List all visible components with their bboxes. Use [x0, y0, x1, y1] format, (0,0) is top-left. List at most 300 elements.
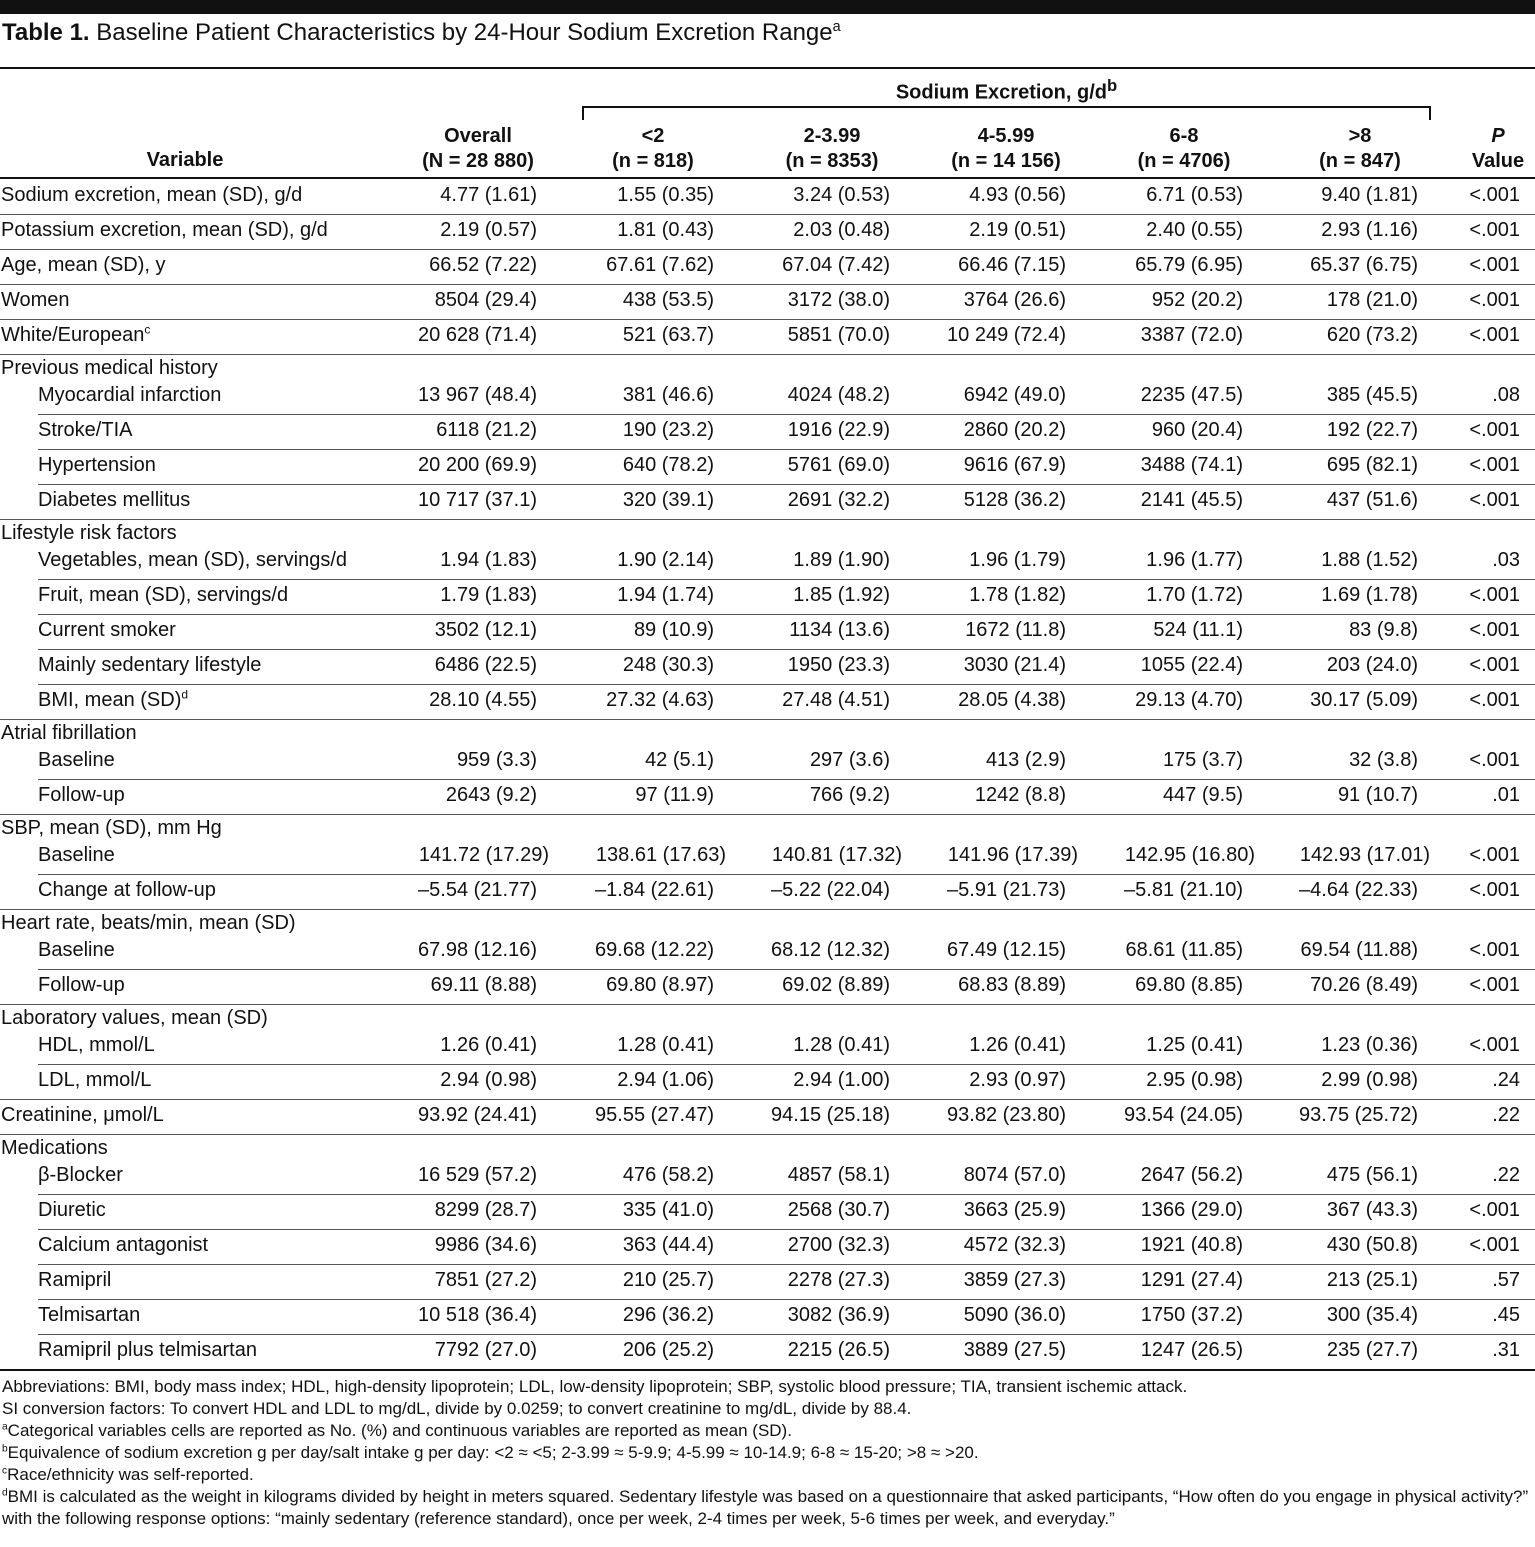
footnotes	[2, 1376, 1533, 1530]
value-cell: 1.28 (0.41)	[793, 1034, 890, 1056]
table-row	[0, 970, 1535, 1005]
value-cell: 4024 (48.2)	[787, 384, 890, 406]
row-label-text: Current smoker	[38, 619, 176, 641]
table-row	[0, 485, 1535, 520]
row-label	[38, 939, 115, 962]
column-header-6-8	[1104, 124, 1264, 174]
row-label-text: LDL, mmol/L	[38, 1069, 152, 1091]
value-cell: 2860 (20.2)	[963, 419, 1066, 441]
value-cell: 3.24 (0.53)	[793, 184, 890, 206]
value-cell: 3502 (12.1)	[434, 619, 537, 641]
row-label	[38, 784, 125, 807]
value-cell: 1.25 (0.41)	[1146, 1034, 1243, 1056]
value-cell: 6118 (21.2)	[436, 419, 537, 441]
row-label-text: Baseline	[38, 749, 115, 771]
p-value-cell: <.001	[1469, 654, 1520, 676]
row-label-text: Follow-up	[38, 974, 125, 996]
column-header-line1: <2	[641, 125, 665, 147]
value-cell: 5090 (36.0)	[963, 1304, 1066, 1326]
value-cell: 413 (2.9)	[985, 749, 1066, 771]
table-row	[0, 1265, 1535, 1300]
value-cell: 10 249 (72.4)	[947, 324, 1066, 346]
value-cell: 27.48 (4.51)	[782, 689, 890, 711]
value-cell: 6486 (22.5)	[434, 654, 537, 676]
value-cell: 69.02 (8.89)	[782, 974, 890, 996]
value-cell: 83 (9.8)	[1349, 619, 1418, 641]
value-cell: 1291 (27.4)	[1140, 1269, 1243, 1291]
value-cell: 1.78 (1.82)	[969, 584, 1066, 606]
footnote-mark: a	[2, 1421, 8, 1433]
row-label	[1, 184, 302, 207]
title-footnote-mark: a	[832, 19, 841, 35]
value-cell: 69.80 (8.97)	[606, 974, 714, 996]
value-cell: 2.19 (0.57)	[440, 219, 537, 241]
value-cell: 437 (51.6)	[1326, 489, 1418, 511]
value-cell: 69.80 (8.85)	[1135, 974, 1243, 996]
value-cell: 952 (20.2)	[1151, 289, 1243, 311]
value-cell: 1.26 (0.41)	[969, 1034, 1066, 1056]
p-value-cell: <.001	[1469, 619, 1520, 641]
value-cell: 1.28 (0.41)	[617, 1034, 714, 1056]
table-row	[0, 650, 1535, 685]
value-cell: 2568 (30.7)	[787, 1199, 890, 1221]
value-cell: 69.68 (12.22)	[595, 939, 714, 961]
value-cell: 206 (25.2)	[622, 1339, 714, 1361]
footnote-mark: b	[2, 1443, 8, 1455]
column-header-line1: P	[1491, 125, 1505, 147]
row-label	[38, 419, 132, 442]
p-value-cell: <.001	[1469, 1034, 1520, 1056]
value-cell: 1916 (22.9)	[787, 419, 890, 441]
value-cell: 8074 (57.0)	[963, 1164, 1066, 1186]
value-cell: 2700 (32.3)	[787, 1234, 890, 1256]
row-label-text: Age, mean (SD), y	[1, 254, 166, 276]
value-cell: 959 (3.3)	[456, 749, 537, 771]
value-cell: 9.40 (1.81)	[1321, 184, 1418, 206]
value-cell: 248 (30.3)	[622, 654, 714, 676]
value-cell: 2215 (26.5)	[787, 1339, 890, 1361]
column-header-4-5.99	[926, 124, 1086, 174]
value-cell: 178 (21.0)	[1326, 289, 1418, 311]
value-cell: 140.81 (17.32)	[771, 844, 902, 866]
footnote-mark: d	[2, 1487, 8, 1499]
table-top-rule	[0, 67, 1535, 69]
row-label	[38, 584, 288, 607]
value-cell: 3030 (21.4)	[963, 654, 1066, 676]
footnote-text: BMI is calculated as the weight in kilograms divided by height in meters squared. Sedentary lifestyle was based on a questionnaire that asked participants, “How often do you engage in physical activity?” with the following response options: “mainly sedentary (reference standard), once per week, 2-4 times per week, 5-6 times per week, and everyday.”	[2, 1487, 1529, 1528]
p-value-cell: <.001	[1469, 219, 1520, 241]
value-cell: 94.15 (25.18)	[771, 1104, 890, 1126]
table-row	[0, 180, 1535, 215]
value-cell: 235 (27.7)	[1326, 1339, 1418, 1361]
p-value-cell: <.001	[1469, 1199, 1520, 1221]
table-row	[0, 1300, 1535, 1335]
group-row	[0, 355, 1535, 380]
value-cell: 363 (44.4)	[622, 1234, 714, 1256]
row-label	[38, 384, 221, 407]
value-cell: 385 (45.5)	[1326, 384, 1418, 406]
value-cell: 4.93 (0.56)	[969, 184, 1066, 206]
value-cell: 1950 (23.3)	[787, 654, 890, 676]
group-row	[0, 815, 1535, 840]
column-header-p-value	[1458, 124, 1535, 174]
column-header-variable: Variable	[146, 149, 224, 171]
p-value-cell: <.001	[1469, 184, 1520, 206]
table-row	[0, 685, 1535, 720]
footnote-d	[2, 1486, 1533, 1530]
p-value-cell: .03	[1492, 549, 1520, 571]
column-header-line2: (N = 28 880)	[422, 150, 534, 172]
group-row	[0, 910, 1535, 935]
value-cell: 447 (9.5)	[1162, 784, 1243, 806]
column-header-lt2	[578, 124, 728, 174]
table-row	[0, 1030, 1535, 1065]
value-cell: 16 529 (57.2)	[418, 1164, 537, 1186]
group-header-footnote-mark: b	[1106, 76, 1118, 95]
value-cell: 67.61 (7.62)	[606, 254, 714, 276]
table-row	[0, 780, 1535, 815]
value-cell: 2.03 (0.48)	[793, 219, 890, 241]
value-cell: 1.94 (1.83)	[440, 549, 537, 571]
table-row	[0, 1100, 1535, 1135]
p-value-cell: <.001	[1469, 974, 1520, 996]
value-cell: 475 (56.1)	[1326, 1164, 1418, 1186]
group-row	[0, 1005, 1535, 1030]
row-label	[38, 1199, 106, 1222]
value-cell: 141.72 (17.29)	[418, 844, 549, 866]
value-cell: 2.94 (0.98)	[440, 1069, 537, 1091]
value-cell: 1.89 (1.90)	[793, 549, 890, 571]
value-cell: 6.71 (0.53)	[1146, 184, 1243, 206]
p-value-cell: <.001	[1469, 939, 1520, 961]
row-label-text: Sodium excretion, mean (SD), g/d	[1, 184, 303, 206]
row-label-text: White/European	[1, 324, 145, 346]
value-cell: 93.92 (24.41)	[418, 1104, 537, 1126]
value-cell: 30.17 (5.09)	[1310, 689, 1418, 711]
row-label-text: Diabetes mellitus	[38, 489, 191, 511]
value-cell: 367 (43.3)	[1326, 1199, 1418, 1221]
row-label	[38, 454, 156, 477]
value-cell: –4.64 (22.33)	[1299, 879, 1418, 901]
value-cell: 3488 (74.1)	[1140, 454, 1243, 476]
column-header-line2: (n = 818)	[612, 150, 694, 172]
table-row	[0, 215, 1535, 250]
row-label-text: Creatinine, μmol/L	[1, 1104, 164, 1126]
row-label	[1, 254, 166, 277]
value-cell: 1.81 (0.43)	[617, 219, 714, 241]
row-label	[38, 879, 216, 902]
value-cell: 1055 (22.4)	[1140, 654, 1243, 676]
value-cell: 175 (3.7)	[1162, 749, 1243, 771]
value-cell: 1242 (8.8)	[974, 784, 1066, 806]
value-cell: 93.82 (23.80)	[947, 1104, 1066, 1126]
value-cell: 300 (35.4)	[1326, 1304, 1418, 1326]
value-cell: 65.79 (6.95)	[1135, 254, 1243, 276]
value-cell: 2647 (56.2)	[1140, 1164, 1243, 1186]
value-cell: 8504 (29.4)	[434, 289, 537, 311]
value-cell: 20 200 (69.9)	[418, 454, 537, 476]
row-label	[38, 974, 125, 997]
row-label	[38, 1034, 155, 1057]
value-cell: 335 (41.0)	[622, 1199, 714, 1221]
value-cell: 620 (73.2)	[1326, 324, 1418, 346]
p-value-cell: <.001	[1469, 324, 1520, 346]
value-cell: –1.84 (22.61)	[595, 879, 714, 901]
group-label: Previous medical history	[1, 357, 218, 379]
value-cell: 1750 (37.2)	[1140, 1304, 1243, 1326]
p-value-cell: .45	[1492, 1304, 1520, 1326]
row-label-text: Women	[1, 289, 70, 311]
row-label-text: Baseline	[38, 844, 115, 866]
table-label: Table 1.	[2, 19, 90, 46]
row-label-text: Myocardial infarction	[38, 384, 222, 406]
p-value-cell: <.001	[1469, 454, 1520, 476]
value-cell: 13 967 (48.4)	[418, 384, 537, 406]
value-cell: –5.91 (21.73)	[947, 879, 1066, 901]
row-label-text: Hypertension	[38, 454, 156, 476]
p-value-cell: .24	[1492, 1069, 1520, 1091]
table-row	[0, 1065, 1535, 1100]
row-label-text: Baseline	[38, 939, 115, 961]
value-cell: 42 (5.1)	[645, 749, 714, 771]
table-row	[0, 935, 1535, 970]
value-cell: 192 (22.7)	[1326, 419, 1418, 441]
value-cell: 10 518 (36.4)	[418, 1304, 537, 1326]
value-cell: 1.94 (1.74)	[617, 584, 714, 606]
table-row	[0, 1230, 1535, 1265]
row-label	[38, 1164, 123, 1187]
value-cell: 381 (46.6)	[622, 384, 714, 406]
value-cell: –5.22 (22.04)	[771, 879, 890, 901]
value-cell: 695 (82.1)	[1326, 454, 1418, 476]
value-cell: 68.12 (12.32)	[771, 939, 890, 961]
column-header-line1: 6-8	[1169, 125, 1199, 147]
value-cell: 1247 (26.5)	[1140, 1339, 1243, 1361]
value-cell: 2278 (27.3)	[787, 1269, 890, 1291]
footnote-text: Race/ethnicity was self-reported.	[7, 1465, 254, 1484]
value-cell: 1.70 (1.72)	[1146, 584, 1243, 606]
row-label	[38, 1069, 151, 1092]
row-label-text: β-Blocker	[38, 1164, 123, 1186]
p-value-cell: <.001	[1469, 419, 1520, 441]
p-value-cell: <.001	[1469, 689, 1520, 711]
group-row	[0, 1135, 1535, 1160]
table-row	[0, 285, 1535, 320]
value-cell: 1.69 (1.78)	[1321, 584, 1418, 606]
value-cell: 20 628 (71.4)	[418, 324, 537, 346]
row-label	[1, 219, 328, 242]
value-cell: 68.83 (8.89)	[958, 974, 1066, 996]
row-label-text: Change at follow-up	[38, 879, 216, 901]
value-cell: 91 (10.7)	[1337, 784, 1418, 806]
p-value-cell: .31	[1492, 1339, 1520, 1361]
p-value-cell: <.001	[1469, 844, 1520, 866]
value-cell: 1.79 (1.83)	[440, 584, 537, 606]
column-header-gt8	[1280, 124, 1440, 174]
row-label	[38, 1269, 111, 1292]
column-header-overall	[398, 124, 558, 174]
table-row	[0, 250, 1535, 285]
value-cell: 766 (9.2)	[809, 784, 890, 806]
footnote-abbreviations: Abbreviations: BMI, body mass index; HDL, high-density lipoprotein; LDL, low-density lipoprotein; SBP, systolic blood pressure; TIA, transient ischemic attack.	[2, 1377, 1188, 1396]
p-value-cell: <.001	[1469, 1234, 1520, 1256]
value-cell: 210 (25.7)	[622, 1269, 714, 1291]
value-cell: 1921 (40.8)	[1140, 1234, 1243, 1256]
value-cell: 2643 (9.2)	[445, 784, 537, 806]
row-footnote-mark: c	[144, 322, 151, 337]
row-label-text: Mainly sedentary lifestyle	[38, 654, 262, 676]
value-cell: 93.54 (24.05)	[1124, 1104, 1243, 1126]
group-label: Heart rate, beats/min, mean (SD)	[1, 912, 296, 934]
group-label: Atrial fibrillation	[1, 722, 137, 744]
group-label: Lifestyle risk factors	[1, 522, 177, 544]
value-cell: 296 (36.2)	[622, 1304, 714, 1326]
table-row	[0, 840, 1535, 875]
row-label	[38, 619, 176, 642]
value-cell: 5761 (69.0)	[787, 454, 890, 476]
value-cell: 438 (53.5)	[622, 289, 714, 311]
value-cell: 430 (50.8)	[1326, 1234, 1418, 1256]
footnote-text: Categorical variables cells are reported as No. (%) and continuous variables are reported as mean (SD).	[7, 1421, 792, 1440]
table-row	[0, 1160, 1535, 1195]
value-cell: 521 (63.7)	[622, 324, 714, 346]
value-cell: 320 (39.1)	[622, 489, 714, 511]
value-cell: 2235 (47.5)	[1140, 384, 1243, 406]
value-cell: 67.49 (12.15)	[947, 939, 1066, 961]
footnote-a	[2, 1420, 1533, 1442]
column-header-line1: Overall	[444, 125, 512, 147]
value-cell: 2.94 (1.06)	[617, 1069, 714, 1091]
value-cell: 1.55 (0.35)	[617, 184, 714, 206]
value-cell: 2.95 (0.98)	[1146, 1069, 1243, 1091]
row-label	[38, 489, 190, 512]
p-value-cell: .22	[1492, 1104, 1520, 1126]
footnote-mark: c	[2, 1465, 8, 1477]
p-value-cell: <.001	[1469, 489, 1520, 511]
value-cell: 10 717 (37.1)	[418, 489, 537, 511]
value-cell: 4572 (32.3)	[963, 1234, 1066, 1256]
top-banner-bar	[0, 0, 1535, 14]
value-cell: 2.93 (0.97)	[969, 1069, 1066, 1091]
group-label: SBP, mean (SD), mm Hg	[1, 817, 222, 839]
column-header-line2: (n = 8353)	[785, 150, 879, 172]
value-cell: 1.26 (0.41)	[440, 1034, 537, 1056]
p-value-cell: <.001	[1469, 879, 1520, 901]
value-cell: 142.93 (17.01)	[1299, 844, 1430, 866]
footnote-c	[2, 1464, 1533, 1486]
value-cell: 95.55 (27.47)	[595, 1104, 714, 1126]
p-value-cell: <.001	[1469, 289, 1520, 311]
table-row	[0, 380, 1535, 415]
value-cell: 960 (20.4)	[1151, 419, 1243, 441]
value-cell: 4857 (58.1)	[787, 1164, 890, 1186]
p-value-cell: <.001	[1469, 254, 1520, 276]
row-label-text: Fruit, mean (SD), servings/d	[38, 584, 289, 606]
value-cell: 142.95 (16.80)	[1124, 844, 1255, 866]
table-caption: Baseline Patient Characteristics by 24-Hour Sodium Excretion Range	[96, 19, 833, 46]
value-cell: 66.46 (7.15)	[958, 254, 1066, 276]
value-cell: 5851 (70.0)	[787, 324, 890, 346]
value-cell: 141.96 (17.39)	[947, 844, 1078, 866]
row-label	[38, 689, 188, 712]
value-cell: 640 (78.2)	[622, 454, 714, 476]
row-label	[38, 749, 115, 772]
value-cell: 69.54 (11.88)	[1300, 939, 1418, 961]
table-row	[0, 320, 1535, 355]
p-value-cell: .57	[1492, 1269, 1520, 1291]
column-header-2-3.99	[752, 124, 912, 174]
value-cell: 1672 (11.8)	[965, 619, 1066, 641]
value-cell: 68.61 (11.85)	[1125, 939, 1243, 961]
row-label-text: Potassium excretion, mean (SD), g/d	[1, 219, 328, 241]
row-label	[38, 844, 115, 867]
group-header-label: Sodium Excretion, g/d	[895, 81, 1107, 104]
value-cell: 1.23 (0.36)	[1321, 1034, 1418, 1056]
group-label: Laboratory values, mean (SD)	[1, 1007, 268, 1029]
value-cell: 2.99 (0.98)	[1321, 1069, 1418, 1091]
value-cell: 89 (10.9)	[633, 619, 714, 641]
footnote-si-conversion: SI conversion factors: To convert HDL and LDL to mg/dL, divide by 0.0259; to convert creatinine to mg/dL, divide by 88.4.	[2, 1399, 912, 1418]
row-label-text: Calcium antagonist	[38, 1234, 209, 1256]
column-header-line1: 2-3.99	[803, 125, 861, 147]
value-cell: 138.61 (17.63)	[595, 844, 726, 866]
group-header	[582, 73, 1431, 106]
value-cell: 476 (58.2)	[622, 1164, 714, 1186]
value-cell: 3387 (72.0)	[1140, 324, 1243, 346]
value-cell: 8299 (28.7)	[434, 1199, 537, 1221]
column-header-line1: 4-5.99	[977, 125, 1035, 147]
p-value-cell: .08	[1492, 384, 1520, 406]
table-title	[2, 17, 841, 49]
value-cell: 3172 (38.0)	[787, 289, 890, 311]
header-bottom-rule	[0, 177, 1535, 179]
value-cell: 3082 (36.9)	[787, 1304, 890, 1326]
p-value-cell: .22	[1492, 1164, 1520, 1186]
value-cell: 213 (25.1)	[1326, 1269, 1418, 1291]
table-row	[0, 415, 1535, 450]
p-value-cell: <.001	[1469, 749, 1520, 771]
value-cell: 9986 (34.6)	[434, 1234, 537, 1256]
value-cell: 1.85 (1.92)	[793, 584, 890, 606]
value-cell: 524 (11.1)	[1153, 619, 1243, 641]
value-cell: 2691 (32.2)	[787, 489, 890, 511]
value-cell: 3764 (26.6)	[963, 289, 1066, 311]
table-row	[0, 615, 1535, 650]
value-cell: 7851 (27.2)	[434, 1269, 537, 1291]
table-row	[0, 450, 1535, 485]
value-cell: 93.75 (25.72)	[1299, 1104, 1418, 1126]
column-header-line1: >8	[1348, 125, 1372, 147]
group-row	[0, 520, 1535, 545]
row-label-text: HDL, mmol/L	[38, 1034, 155, 1056]
value-cell: 28.10 (4.55)	[429, 689, 537, 711]
table-row	[0, 745, 1535, 780]
table-bottom-rule	[0, 1369, 1535, 1371]
value-cell: 1366 (29.0)	[1140, 1199, 1243, 1221]
value-cell: 1.88 (1.52)	[1321, 549, 1418, 571]
column-header-line2: (n = 14 156)	[951, 150, 1061, 172]
row-label-text: Vegetables, mean (SD), servings/d	[38, 549, 348, 571]
value-cell: 2.40 (0.55)	[1146, 219, 1243, 241]
row-label	[1, 1104, 164, 1127]
value-cell: 3663 (25.9)	[963, 1199, 1066, 1221]
row-label	[38, 1304, 140, 1327]
row-label	[38, 1339, 257, 1362]
value-cell: 1.96 (1.77)	[1146, 549, 1243, 571]
value-cell: 3859 (27.3)	[963, 1269, 1066, 1291]
row-label	[38, 1234, 208, 1257]
value-cell: 6942 (49.0)	[963, 384, 1066, 406]
